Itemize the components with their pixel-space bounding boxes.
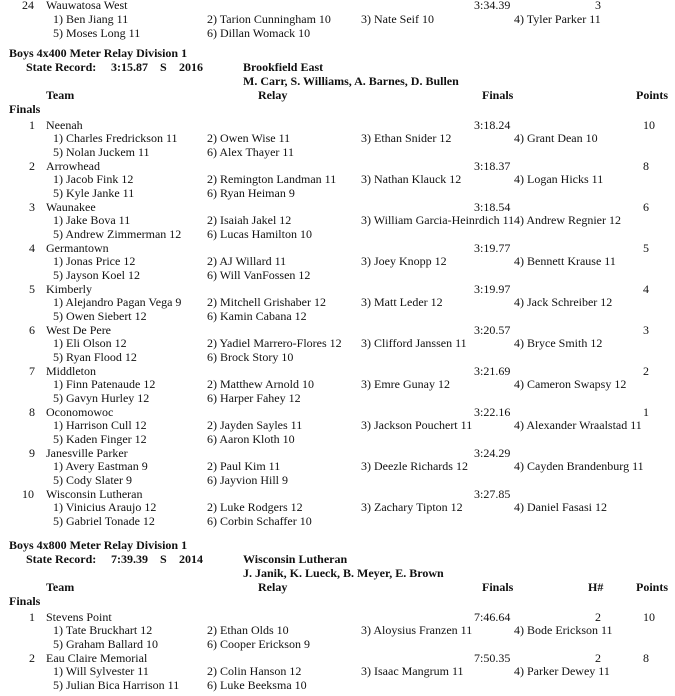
relay-runners-row: [0, 186, 675, 200]
runner: 1) Charles Fredrickson 11: [53, 131, 178, 145]
final-time: 3:18.24: [474, 118, 511, 132]
final-time: 7:46.64: [474, 610, 511, 624]
runner: 2) Ethan Olds 10: [207, 623, 289, 637]
section-label-text: Finals: [9, 102, 41, 116]
final-time: 3:19.97: [474, 282, 511, 296]
final-time: 3:18.54: [474, 200, 511, 214]
team-name: Arrowhead: [46, 159, 100, 173]
record-year: 2014: [179, 552, 203, 566]
team-name: Stevens Point: [46, 610, 112, 624]
runner: 5) Kaden Finger 12: [53, 432, 147, 446]
runner: 1) Tate Bruckhart 12: [53, 623, 153, 637]
runner: 6) Lucas Hamilton 10: [207, 227, 312, 241]
relay-runners-row: [0, 432, 675, 446]
runner: 3) Joey Knopp 12: [361, 254, 447, 268]
runner: 5) Kyle Janke 11: [53, 186, 135, 200]
runner: 4) Cameron Swapsy 12: [514, 377, 627, 391]
runner: 5) Gabriel Tonade 12: [53, 514, 155, 528]
result-row: [0, 241, 675, 255]
points: 5: [643, 241, 649, 255]
runner: 6) Aaron Kloth 10: [207, 432, 295, 446]
result-row: [0, 200, 675, 214]
record-time: 3:15.87: [111, 60, 148, 74]
record-names: J. Janik, K. Lueck, B. Meyer, E. Brown: [243, 566, 444, 580]
runner: 2) Remington Landman 11: [207, 172, 337, 186]
relay-runners-row: [0, 418, 675, 432]
section-label: [0, 102, 675, 116]
relay-runners-row: [0, 295, 675, 309]
state-record-line: [0, 60, 675, 74]
runner: 4) Logan Hicks 11: [514, 172, 604, 186]
runner: 1) Harrison Cull 12: [53, 418, 147, 432]
runner: 3) Nathan Klauck 12: [361, 172, 462, 186]
relay-runners-row: [0, 473, 675, 487]
points: 10: [643, 610, 655, 624]
relay-runners-row: [0, 623, 675, 637]
runner: 3) Ethan Snider 12: [361, 131, 452, 145]
result-row: [0, 159, 675, 173]
relay-runners-row: [0, 377, 675, 391]
points: 4: [643, 282, 649, 296]
result-row: [0, 487, 675, 501]
points: 6: [643, 200, 649, 214]
team-name: Middleton: [46, 364, 96, 378]
result-row: [0, 282, 675, 296]
header-relay: Relay: [258, 580, 288, 594]
final-time: 3:22.16: [474, 405, 511, 419]
place: 8: [29, 405, 35, 419]
runner: 3) Isaac Mangrum 11: [361, 664, 464, 678]
heat-number: 2: [595, 610, 601, 624]
team-name: Neenah: [46, 118, 83, 132]
record-flag: S: [160, 552, 167, 566]
relay-runners-row: [0, 213, 675, 227]
runner: 2) Paul Kim 11: [207, 459, 281, 473]
place: 2: [29, 159, 35, 173]
final-time: 7:50.35: [474, 651, 511, 665]
relay-runners-row: [0, 309, 675, 323]
relay-runners-row: [0, 227, 675, 241]
runner: 4) Daniel Fasasi 12: [514, 500, 607, 514]
record-team: Wisconsin Lutheran: [243, 552, 348, 566]
place: 5: [29, 282, 35, 296]
relay-runners-row: [0, 637, 675, 651]
result-row: [0, 405, 675, 419]
record-year: 2016: [179, 60, 203, 74]
relay-runners-row: [0, 26, 675, 40]
final-time: 3:27.85: [474, 487, 511, 501]
relay-runners-row: [0, 678, 675, 692]
final-time: 3:18.37: [474, 159, 511, 173]
runner: 6) Alex Thayer 11: [207, 145, 294, 159]
relay-runners-row: [0, 336, 675, 350]
runner: 6) Jayvion Hill 9: [207, 473, 288, 487]
runner: 2) AJ Willard 11: [207, 254, 287, 268]
heat-number: 2: [595, 651, 601, 665]
runner: 4) Andrew Regnier 12: [514, 213, 621, 227]
team-name: Germantown: [46, 241, 109, 255]
runner: 6) Will VanFossen 12: [207, 268, 311, 282]
final-time: 3:20.57: [474, 323, 511, 337]
result-row: [0, 364, 675, 378]
header-heat: H#: [588, 580, 604, 594]
header-finals: Finals: [482, 88, 514, 102]
team-name: West De Pere: [46, 323, 112, 337]
runner: 4) Jack Schreiber 12: [514, 295, 613, 309]
points: 3: [643, 323, 649, 337]
relay-runners-row: [0, 664, 675, 678]
runner: 1) Eli Olson 12: [53, 336, 127, 350]
place: 10: [22, 487, 34, 501]
runner: 5) Graham Ballard 10: [53, 637, 158, 651]
runner: 5) Owen Siebert 12: [53, 309, 147, 323]
team-name: Wisconsin Lutheran: [46, 487, 143, 501]
record-label: State Record:: [26, 552, 97, 566]
team-name: Waunakee: [46, 200, 96, 214]
relay-runners-row: [0, 459, 675, 473]
runner: 5) Gavyn Hurley 12: [53, 391, 150, 405]
result-row: [0, 651, 675, 665]
runner: 3) Matt Leder 12: [361, 295, 443, 309]
runner: 5) Cody Slater 9: [53, 473, 132, 487]
runner: 5) Jayson Koel 12: [53, 268, 140, 282]
state-record-line: [0, 552, 675, 566]
runner: 5) Nolan Juckem 11: [53, 145, 150, 159]
runner: 1) Jacob Fink 12: [53, 172, 134, 186]
place: 4: [29, 241, 35, 255]
runner: 2) Luke Rodgers 12: [207, 500, 303, 514]
runner: 4) Grant Dean 10: [514, 131, 598, 145]
points: 2: [643, 364, 649, 378]
result-row: [0, 0, 675, 12]
runner: 2) Isaiah Jakel 12: [207, 213, 292, 227]
place: 24: [22, 0, 34, 12]
runner: 4) Tyler Parker 11: [514, 12, 601, 26]
runner: 6) Luke Beeksma 10: [207, 678, 307, 692]
runner: 1) Vinicius Araujo 12: [53, 500, 157, 514]
points: 8: [643, 159, 649, 173]
relay-runners-row: [0, 391, 675, 405]
runner: 2) Tarion Cunningham 10: [207, 12, 331, 26]
runner: 1) Jonas Price 12: [53, 254, 136, 268]
place: 1: [29, 118, 35, 132]
runner: 2) Matthew Arnold 10: [207, 377, 314, 391]
runner: 4) Alexander Wraalstad 11: [514, 418, 642, 432]
points: 8: [643, 651, 649, 665]
team-name: Oconomowoc: [46, 405, 114, 419]
runner: 6) Dillan Womack 10: [207, 26, 311, 40]
record-team: Brookfield East: [243, 60, 324, 74]
record-names-line: [0, 566, 675, 580]
section-label-text: Finals: [9, 594, 41, 608]
team-name: Janesville Parker: [46, 446, 128, 460]
relay-runners-row: [0, 172, 675, 186]
event-title: [0, 538, 675, 552]
runner: 2) Owen Wise 11: [207, 131, 291, 145]
relay-runners-row: [0, 268, 675, 282]
final-time: 3:19.77: [474, 241, 511, 255]
runner: 3) Emre Gunay 12: [361, 377, 450, 391]
result-row: [0, 446, 675, 460]
header-relay: Relay: [258, 88, 288, 102]
header-points: Points: [636, 580, 669, 594]
header-team: Team: [46, 580, 75, 594]
record-names-line: [0, 74, 675, 88]
place: 2: [29, 651, 35, 665]
runner: 6) Brock Story 10: [207, 350, 294, 364]
runner: 1) Finn Patenaude 12: [53, 377, 156, 391]
runner: 6) Harper Fahey 12: [207, 391, 301, 405]
record-label: State Record:: [26, 60, 97, 74]
runner: 2) Mitchell Grishaber 12: [207, 295, 326, 309]
runner: 2) Jayden Sayles 11: [207, 418, 303, 432]
result-row: [0, 118, 675, 132]
final-time: 3:21.69: [474, 364, 511, 378]
result-row: [0, 323, 675, 337]
runner: 3) Zachary Tipton 12: [361, 500, 463, 514]
runner: 1) Will Sylvester 11: [53, 664, 149, 678]
runner: 6) Ryan Heiman 9: [207, 186, 295, 200]
runner: 3) Deezle Richards 12: [361, 459, 468, 473]
runner: 4) Cayden Brandenburg 11: [514, 459, 644, 473]
runner: 1) Jake Bova 11: [53, 213, 131, 227]
runner: 3) Clifford Janssen 11: [361, 336, 467, 350]
runner: 6) Cooper Erickson 9: [207, 637, 310, 651]
header-team: Team: [46, 88, 75, 102]
place: 6: [29, 323, 35, 337]
place: 3: [29, 200, 35, 214]
place: 9: [29, 446, 35, 460]
event-title-text: Boys 4x800 Meter Relay Division 1: [9, 538, 188, 552]
heat-number: 3: [595, 0, 601, 12]
section-label: [0, 594, 675, 608]
header-points: Points: [636, 88, 669, 102]
record-time: 7:39.39: [111, 552, 148, 566]
points: 1: [643, 405, 649, 419]
runner: 5) Ryan Flood 12: [53, 350, 137, 364]
runner: 2) Yadiel Marrero-Flores 12: [207, 336, 342, 350]
team-name: Eau Claire Memorial: [46, 651, 148, 665]
relay-runners-row: [0, 131, 675, 145]
runner: 4) Parker Dewey 11: [514, 664, 610, 678]
header-finals: Finals: [482, 580, 514, 594]
place: 7: [29, 364, 35, 378]
record-names: M. Carr, S. Williams, A. Barnes, D. Bullen: [243, 74, 459, 88]
relay-runners-row: [0, 254, 675, 268]
runner: 2) Colin Hanson 12: [207, 664, 302, 678]
runner: 1) Ben Jiang 11: [53, 12, 129, 26]
relay-runners-row: [0, 514, 675, 528]
relay-runners-row: [0, 350, 675, 364]
place: 1: [29, 610, 35, 624]
event-title: [0, 46, 675, 60]
team-name: Wauwatosa West: [46, 0, 128, 12]
event-title-text: Boys 4x400 Meter Relay Division 1: [9, 46, 188, 60]
final-time: 3:24.29: [474, 446, 511, 460]
runner: 3) William Garcia-Heinrdich 11: [361, 213, 515, 227]
relay-runners-row: [0, 145, 675, 159]
runner: 5) Andrew Zimmerman 12: [53, 227, 182, 241]
runner: 1) Alejandro Pagan Vega 9: [53, 295, 182, 309]
runner: 6) Kamin Cabana 12: [207, 309, 307, 323]
column-headers: [0, 580, 675, 594]
record-flag: S: [160, 60, 167, 74]
runner: 3) Jackson Pouchert 11: [361, 418, 473, 432]
result-row: [0, 610, 675, 624]
final-time: 3:34.39: [474, 0, 511, 12]
runner: 4) Bode Erickson 11: [514, 623, 613, 637]
runner: 5) Julian Bica Harrison 11: [53, 678, 180, 692]
runner: 5) Moses Long 11: [53, 26, 141, 40]
points: 10: [643, 118, 655, 132]
runner: 4) Bryce Smith 12: [514, 336, 603, 350]
column-headers: [0, 88, 675, 102]
runner: 3) Nate Seif 10: [361, 12, 434, 26]
runner: 1) Avery Eastman 9: [53, 459, 148, 473]
runner: 4) Bennett Krause 11: [514, 254, 616, 268]
team-name: Kimberly: [46, 282, 92, 296]
relay-runners-row: [0, 12, 675, 26]
relay-runners-row: [0, 500, 675, 514]
runner: 6) Corbin Schaffer 10: [207, 514, 312, 528]
runner: 3) Aloysius Franzen 11: [361, 623, 473, 637]
